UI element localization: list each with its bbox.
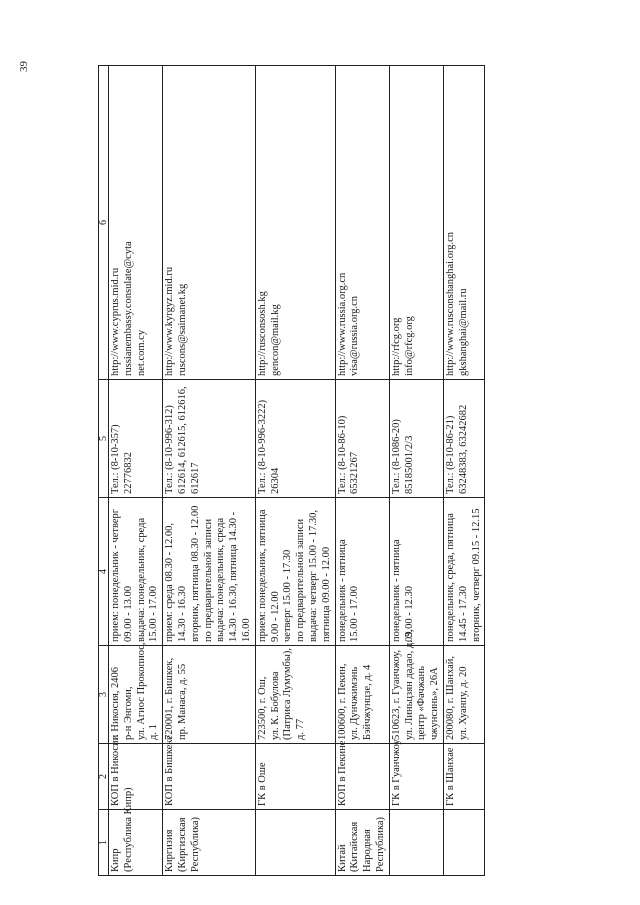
cell-line: Тел.: (8-1086-20) (390, 419, 402, 494)
hours-cell (335, 498, 389, 646)
rotated-page-content (98, 66, 536, 876)
cell-line: выдача: понедельник, среда (135, 517, 147, 642)
cell-line: ул. К. Бобулова (269, 671, 281, 740)
cell-line: пятница 09.00 - 12.00 (320, 546, 332, 642)
column-number: 3 (99, 646, 109, 744)
cell-line: 63248383, 63242682 (457, 404, 469, 494)
cell-line: Тел.: (8-10-996-312) (164, 405, 176, 494)
cell-line: пр. Манаса, д. 55 (176, 663, 188, 740)
cell-line: 65321267 (349, 452, 361, 494)
country-cell (255, 810, 335, 876)
cell-line: прием: понедельник - четверг (110, 508, 121, 642)
cell-line: КОП в Пекине (336, 740, 348, 806)
cell-line: 85185001/2/3 (403, 435, 415, 494)
country-cell (443, 810, 484, 876)
cell-line: 16.00 (240, 618, 252, 642)
table-row (163, 66, 256, 876)
cell-line: ул. Хуанпу, д. 20 (457, 666, 469, 740)
cell-line: ruscons@saimanet.kg (176, 283, 188, 376)
country-cell (389, 810, 443, 876)
cell-line: вторник, пятница 08.30 - 12.00 (189, 505, 201, 642)
cell-line: 200080, г. Шанхай, (444, 655, 456, 740)
cell-line: 15.00 - 17.00 (148, 586, 160, 642)
table-row (335, 66, 389, 876)
cell-line: net.com.cy (135, 329, 147, 376)
cell-line: по предварительной записи (202, 518, 214, 642)
column-number: 1 (99, 810, 109, 876)
cell-line: visa@russia.org.cn (349, 295, 361, 376)
cell-line: http://rfcg.org (390, 317, 402, 376)
address-cell (443, 646, 484, 744)
cell-line: понедельник - пятница (390, 539, 402, 642)
column-number: 5 (99, 380, 109, 498)
phone-cell (255, 380, 335, 498)
cell-line: http://www.rusconshanghai.org.cn (444, 231, 456, 376)
cell-line: понедельник - пятница (336, 539, 348, 642)
cell-line: Кипр (110, 848, 121, 872)
cell-line: 510623, г. Гуанчжоу, (390, 649, 402, 740)
address-cell (389, 629, 443, 744)
cell-line: выдача: понедельник, среда (215, 517, 227, 642)
hours-cell (389, 498, 443, 646)
cell-line: (Киргизская (176, 817, 188, 872)
office-cell (389, 739, 443, 810)
office-cell (443, 744, 484, 810)
cell-line: http://rusconsosh.kg (256, 291, 268, 376)
cell-line: прием: среда 08.30 - 12.00, (164, 522, 176, 642)
phone-cell (389, 380, 443, 498)
address-cell (335, 646, 389, 744)
cell-line: ГК в Шанхае (444, 747, 456, 806)
table-row (109, 66, 163, 876)
consulates-table (98, 65, 485, 876)
cell-line: Бэйчжунцзе, д. 4 (362, 664, 374, 740)
cell-line: 22776832 (122, 452, 134, 494)
cell-line: четверг 15.00 - 17.30 (282, 549, 294, 642)
web-email-cell (443, 66, 484, 380)
cell-line: Китай (336, 844, 348, 872)
cell-line: по предварительной записи (295, 518, 307, 642)
cell-line: 09.00 - 13.00 (122, 586, 134, 642)
country-cell (163, 810, 256, 876)
cell-line: д. 1 (148, 724, 160, 740)
cell-line: ул. Агиос Прокопиос, (135, 642, 147, 740)
cell-line: ГК в Оше (256, 762, 268, 806)
hours-cell (163, 498, 256, 646)
office-cell (109, 734, 163, 810)
cell-line: (Китайская (349, 821, 361, 872)
cell-line: http://www.kyrgyz.mid.ru (164, 266, 176, 376)
cell-line: gkshanghai@mail.ru (457, 288, 469, 376)
hours-cell (109, 498, 163, 646)
cell-line: Тел.: (8-10-996-3222) (256, 399, 268, 494)
cell-line: 09.00 - 12.30 (403, 586, 415, 642)
cell-line: 9.00 - 12.00 (269, 591, 281, 642)
address-cell (109, 642, 163, 744)
cell-line: центр «Фачжань (416, 666, 428, 740)
cell-line: ГК в Гуанчжоу (390, 739, 402, 806)
cell-line: (Республика Кипр) (122, 787, 134, 872)
office-cell (255, 744, 335, 810)
cell-line: выдача: четверг 15.00 - 17.30, (307, 510, 319, 642)
table-row (389, 66, 443, 876)
phone-cell (109, 380, 163, 498)
page-number: 39 (18, 61, 30, 72)
address-cell (163, 646, 256, 744)
phone-cell (443, 380, 484, 498)
cell-line: Тел.: (8-10-86-21) (444, 415, 456, 494)
cell-line: russianembassy.consulate@cyta (122, 241, 134, 376)
cell-line: ул. Линьцзян дадао, д. 3, (403, 629, 415, 740)
cell-line: http://www.cyprus.mid.ru (110, 267, 121, 376)
cell-line: вторник, четверг 09.15 - 12.15 (470, 508, 482, 642)
cell-line: 14.30 - 16.30, пятница 14.30 - (228, 511, 240, 642)
table-row (443, 66, 484, 876)
web-email-cell (389, 66, 443, 380)
cell-line: КОП в Бишкеке (164, 735, 176, 806)
column-number: 4 (99, 498, 109, 646)
cell-line: прием: понедельник, пятница (256, 509, 268, 642)
cell-line: 612614, 612615, 612616, (176, 386, 188, 494)
cell-line: Киргизия (164, 829, 176, 872)
web-email-cell (335, 66, 389, 380)
hours-cell (255, 498, 335, 646)
cell-line: д. 77 (295, 718, 307, 740)
cell-line: Республика) (374, 816, 386, 872)
cell-line: 15.00 - 17.00 (349, 586, 361, 642)
cell-line: чжунсинь», 26А (429, 667, 441, 740)
cell-line: г. Никосия, 2406 (110, 666, 121, 740)
cell-line: КОП в Никосии (110, 734, 121, 806)
cell-line: Народная (362, 829, 374, 872)
table-row (255, 66, 335, 876)
cell-line: ул. Дунчжимэнь (349, 666, 361, 740)
cell-line: 723500, г. Ош, (256, 676, 268, 740)
web-email-cell (255, 66, 335, 380)
office-cell (335, 740, 389, 810)
phone-cell (335, 380, 389, 498)
column-number: 2 (99, 744, 109, 810)
cell-line: (Патриса Лумумбы), (282, 647, 294, 740)
hours-cell (443, 498, 484, 646)
cell-line: понедельник, среда, пятница (444, 513, 456, 642)
office-cell (163, 735, 256, 810)
cell-line: Тел.: (8-10-357) (110, 424, 121, 494)
cell-line: 14.45 - 17.30 (457, 586, 469, 642)
column-number-row (99, 66, 109, 876)
cell-line: 14.30 - 16.30 (176, 586, 188, 642)
country-cell (109, 787, 163, 876)
web-email-cell (163, 66, 256, 380)
cell-line: 100600, г. Пекин, (336, 663, 348, 740)
cell-line: gencon@mail.kg (269, 304, 281, 376)
cell-line: р-н Энгоми, (122, 686, 134, 740)
cell-line: Республика) (189, 816, 201, 872)
cell-line: 26304 (269, 467, 281, 494)
cell-line: http://www.russia.org.cn (336, 272, 348, 376)
cell-line: 612617 (189, 462, 201, 494)
country-cell (335, 810, 389, 876)
web-email-cell (109, 66, 163, 380)
address-cell (255, 646, 335, 744)
cell-line: 720001, г. Бишкек, (164, 657, 176, 740)
column-number: 6 (99, 66, 109, 380)
cell-line: info@rfcg.org (403, 316, 415, 376)
cell-line: Тел.: (8-10-86-10) (336, 415, 348, 494)
phone-cell (163, 380, 256, 498)
